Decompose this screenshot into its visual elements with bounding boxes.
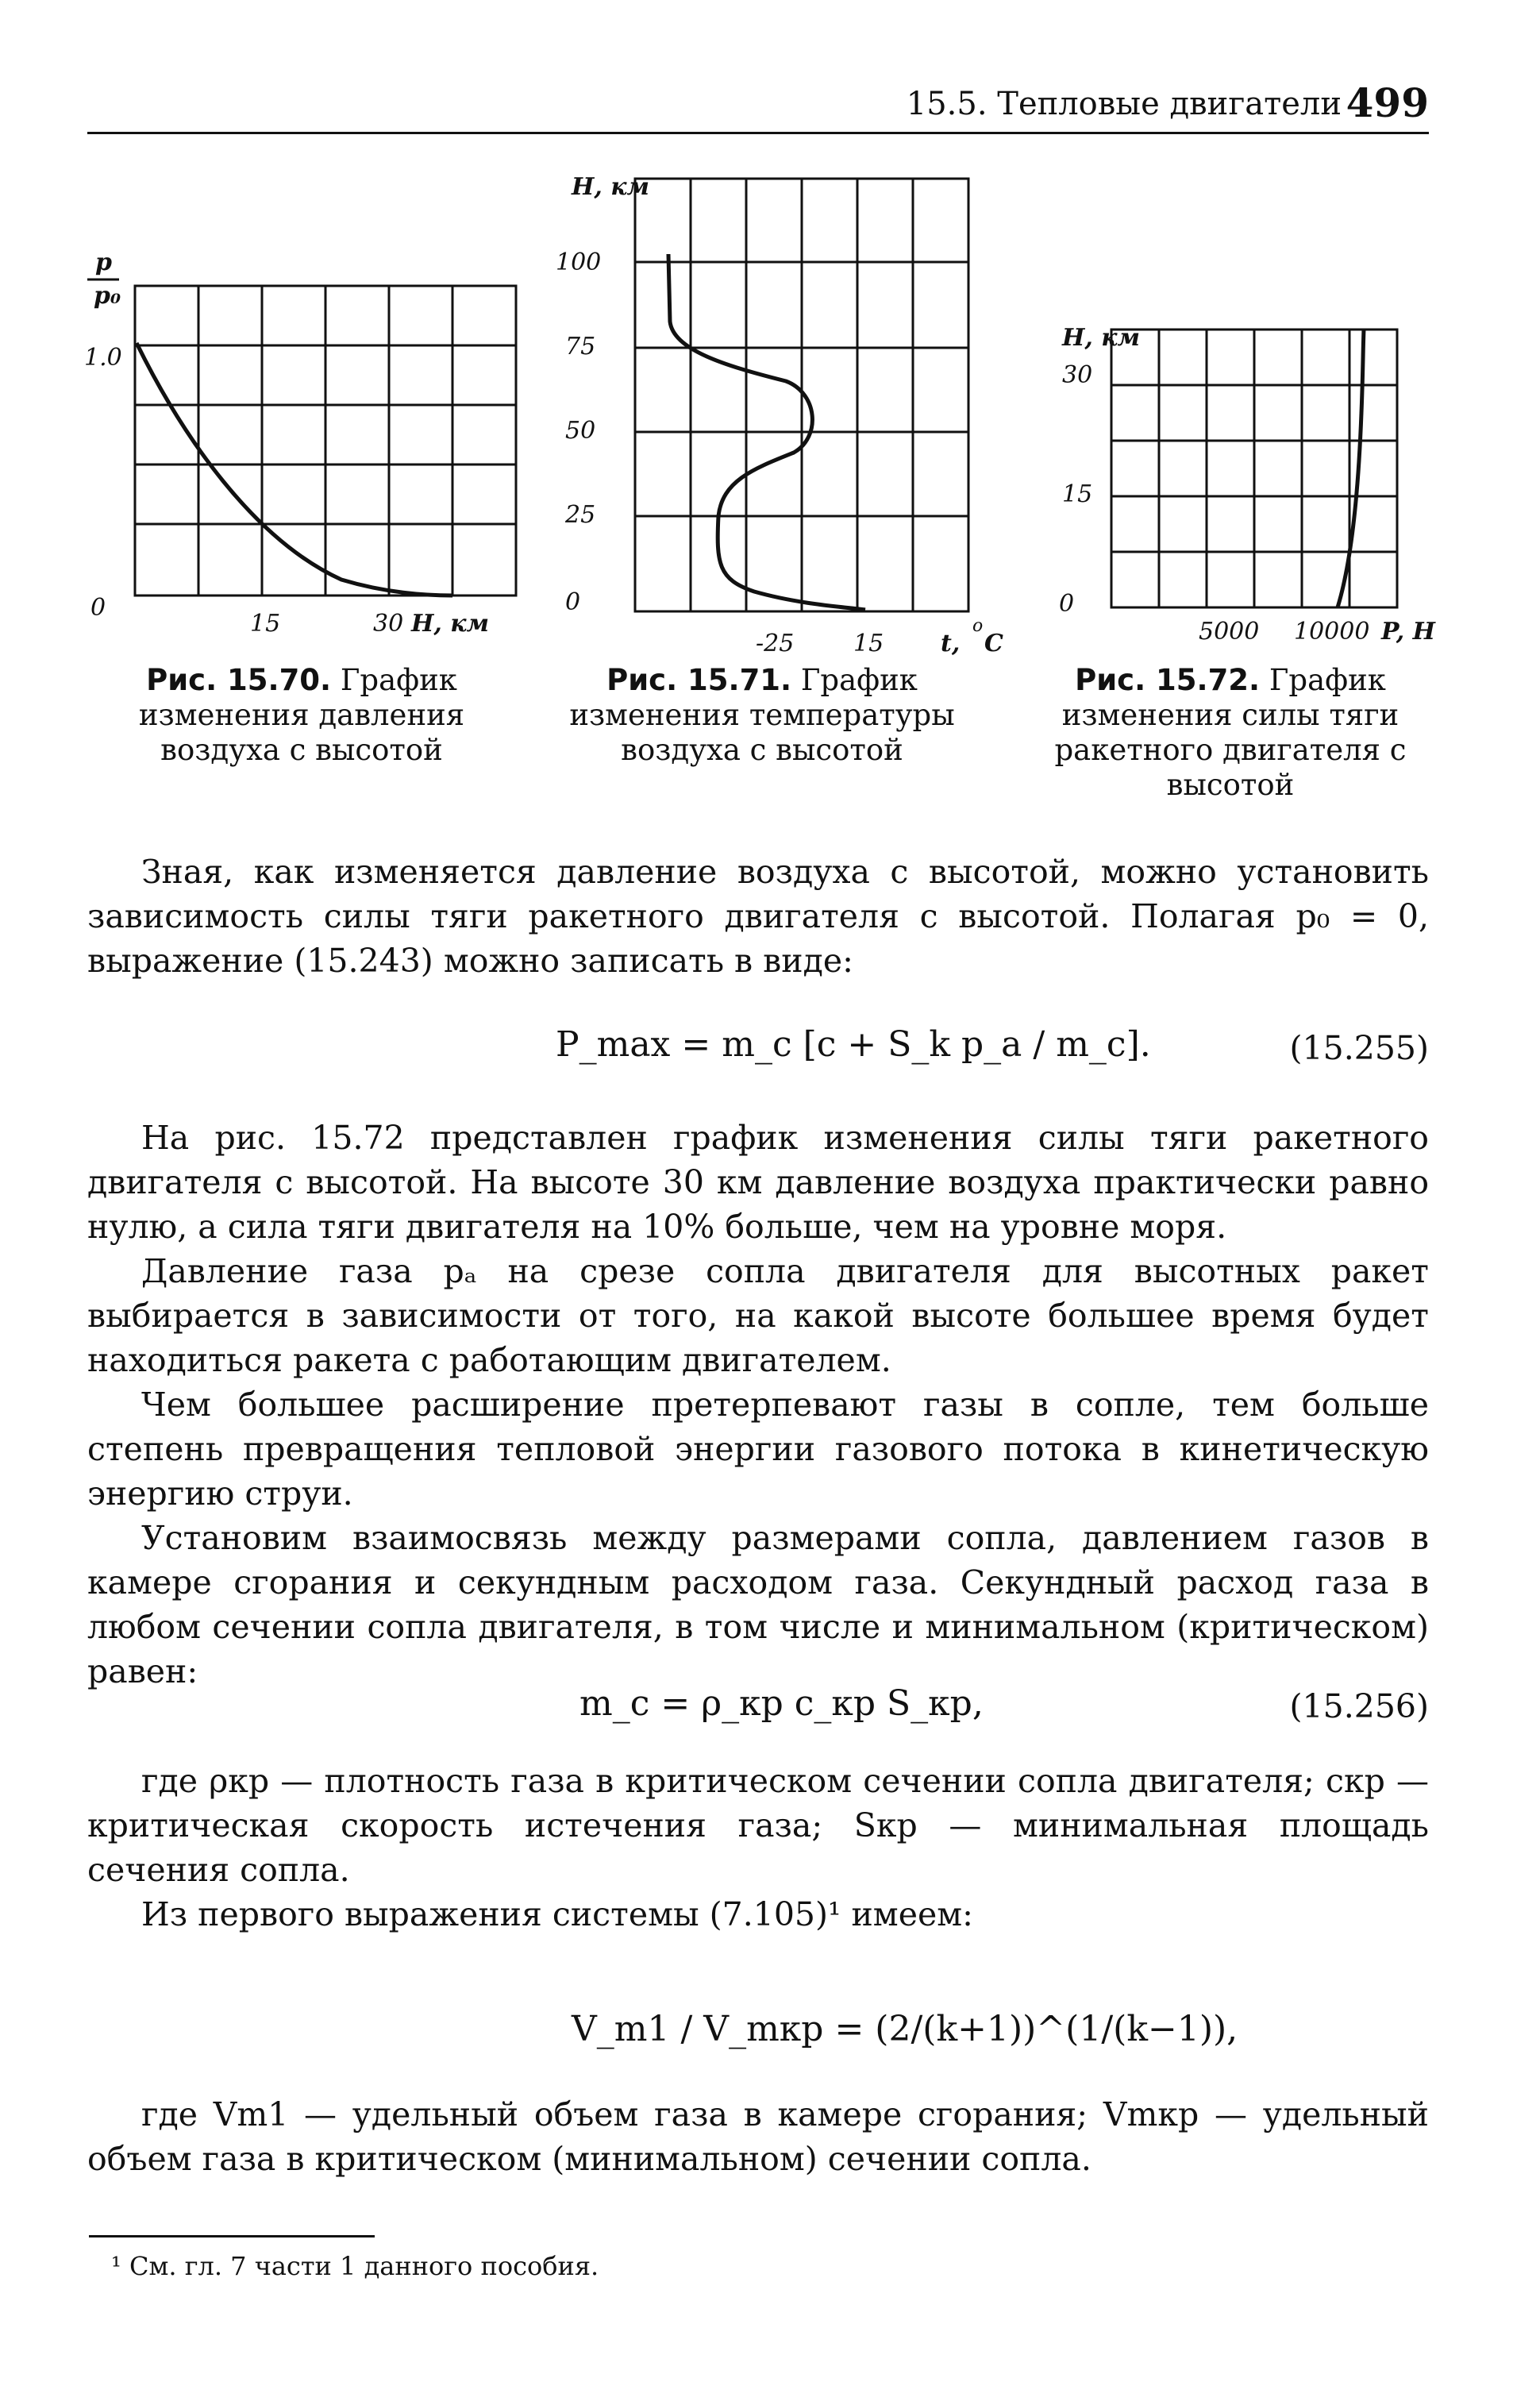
equation-15-256-text: m_c = ρ_кр c_кр S_кр, xyxy=(579,1683,984,1724)
fig3-ylabel: H, км xyxy=(1062,324,1141,352)
fig2-xtick-m25: -25 xyxy=(756,630,795,657)
figure-15-70 xyxy=(79,238,524,651)
paragraphs-6-7-block xyxy=(87,1759,1429,1937)
paragraph-7: Из первого выражения системы (7.105)¹ имеем: xyxy=(141,1895,973,1933)
page-header xyxy=(87,79,1429,135)
fig2-xlabel-c: C xyxy=(984,630,1003,657)
fig1-ytick-1: 1.0 xyxy=(84,344,122,372)
fig1-ylabel-num: p xyxy=(95,249,112,276)
page-number: 499 xyxy=(1346,79,1429,126)
equation-15-256-number: (15.256) xyxy=(1289,1687,1429,1725)
fig3-caption-num: Рис. 15.72. xyxy=(1075,663,1261,697)
fig1-xtick-30: 30 xyxy=(373,610,404,638)
footnote: ¹ См. гл. 7 части 1 данного пособия. xyxy=(111,2251,599,2281)
figure-15-72-caption xyxy=(1016,663,1445,803)
fig3-xlabel: P, Н xyxy=(1381,618,1435,646)
paragraph-4: Чем большее расширение претерпевают газы в сопле, тем больше степень превращения тепловой энергии газового потока в кинетическую энергию струи. xyxy=(87,1386,1429,1513)
equation-15-255-text: P_max = m_c [c + S_k p_a / m_c]. xyxy=(556,1024,1151,1065)
fig2-caption-text: График изменения температуры воздуха с высотой xyxy=(569,663,955,767)
equation-15-256 xyxy=(579,1683,984,1724)
fig3-caption-text: График изменения силы тяги ракетного двигателя с высотой xyxy=(1054,663,1407,802)
paragraph-5: Установим взаимосвязь между размерами сопла, давлением газов в камере сгорания и секундным расходом газа. Секундный расход газа в любом сечении сопла двигателя, в том числе и минимальном (критическом) равен: xyxy=(87,1519,1429,1690)
fig1-xlabel: H, км xyxy=(411,610,490,638)
equation-15-255 xyxy=(556,1024,1151,1065)
fig1-ytick-0: 0 xyxy=(90,594,106,622)
fig2-ytick-75: 75 xyxy=(565,333,596,360)
equation-volume-ratio xyxy=(572,2009,1238,2049)
paragraph-1-block xyxy=(87,850,1429,983)
fig3-ytick-30: 30 xyxy=(1062,361,1093,389)
equation-15-255-number: (15.255) xyxy=(1289,1029,1429,1067)
paragraph-1: Зная, как изменяется давление воздуха с высотой, можно установить зависимость силы тяги ракетного двигателя с высотой. Полагая p₀ = 0, выражение (15.243) можно записать в виде: xyxy=(87,853,1429,980)
fig1-caption-text: График изменения давления воздуха с высотой xyxy=(138,663,465,767)
paragraph-8: где Vm1 — удельный объем газа в камере сгорания; Vmкр — удельный объем газа в критическом (минимальном) сечении сопла. xyxy=(87,2095,1429,2178)
figure-15-72 xyxy=(1032,318,1445,651)
fig1-ylabel-den: p₀ xyxy=(94,282,121,310)
paragraph-2: На рис. 15.72 представлен график изменения силы тяги ракетного двигателя с высотой. На высоте 30 км давление воздуха практически равно нулю, а сила тяги двигателя на 10% больше, чем на уровне моря. xyxy=(87,1119,1429,1246)
header-rule xyxy=(87,132,1429,134)
fig1-caption-num: Рис. 15.70. xyxy=(146,663,332,697)
paragraph-8-block xyxy=(87,2092,1429,2181)
fig3-ytick-0: 0 xyxy=(1059,590,1075,618)
paragraphs-2-5-block xyxy=(87,1116,1429,1694)
figure-15-71 xyxy=(548,167,1008,657)
fig2-ytick-100: 100 xyxy=(556,249,602,276)
equation-volume-ratio-text: V_m1 / V_mкр = (2/(k+1))^(1/(k−1)), xyxy=(572,2009,1238,2049)
fig2-ylabel: H, км xyxy=(572,173,650,201)
fig3-xtick-5000: 5000 xyxy=(1199,618,1260,646)
paragraph-3: Давление газа pₐ на срезе сопла двигателя для высотных ракет выбирается в зависимости от того, на какой высоте большее время будет находиться ракета с работающим двигателем. xyxy=(87,1252,1429,1379)
paragraph-6: где ρкр — плотность газа в критическом сечении сопла двигателя; cкр — критическая скорость истечения газа; Sкр — минимальная площадь сечения сопла. xyxy=(87,1762,1429,1889)
fig3-ytick-15: 15 xyxy=(1062,480,1093,508)
footnote-rule xyxy=(89,2235,375,2237)
fig1-curve xyxy=(137,343,452,596)
fig2-caption-num: Рис. 15.71. xyxy=(606,663,792,697)
fig2-ytick-0: 0 xyxy=(565,588,581,616)
running-head: 15.5. Тепловые двигатели xyxy=(906,86,1342,122)
fig2-xtick-15: 15 xyxy=(853,630,884,657)
figure-15-70-caption xyxy=(87,663,516,768)
fig2-xlabel-t: t, xyxy=(941,630,961,657)
fig2-grid xyxy=(635,179,968,611)
fig2-ytick-25: 25 xyxy=(565,501,596,529)
fig3-xtick-10000: 10000 xyxy=(1294,618,1370,646)
fig2-ytick-50: 50 xyxy=(565,417,596,445)
figure-15-71-caption xyxy=(548,663,976,768)
fig2-xlabel-deg: o xyxy=(972,616,984,636)
fig3-grid xyxy=(1111,330,1397,607)
fig1-xtick-15: 15 xyxy=(250,610,281,638)
